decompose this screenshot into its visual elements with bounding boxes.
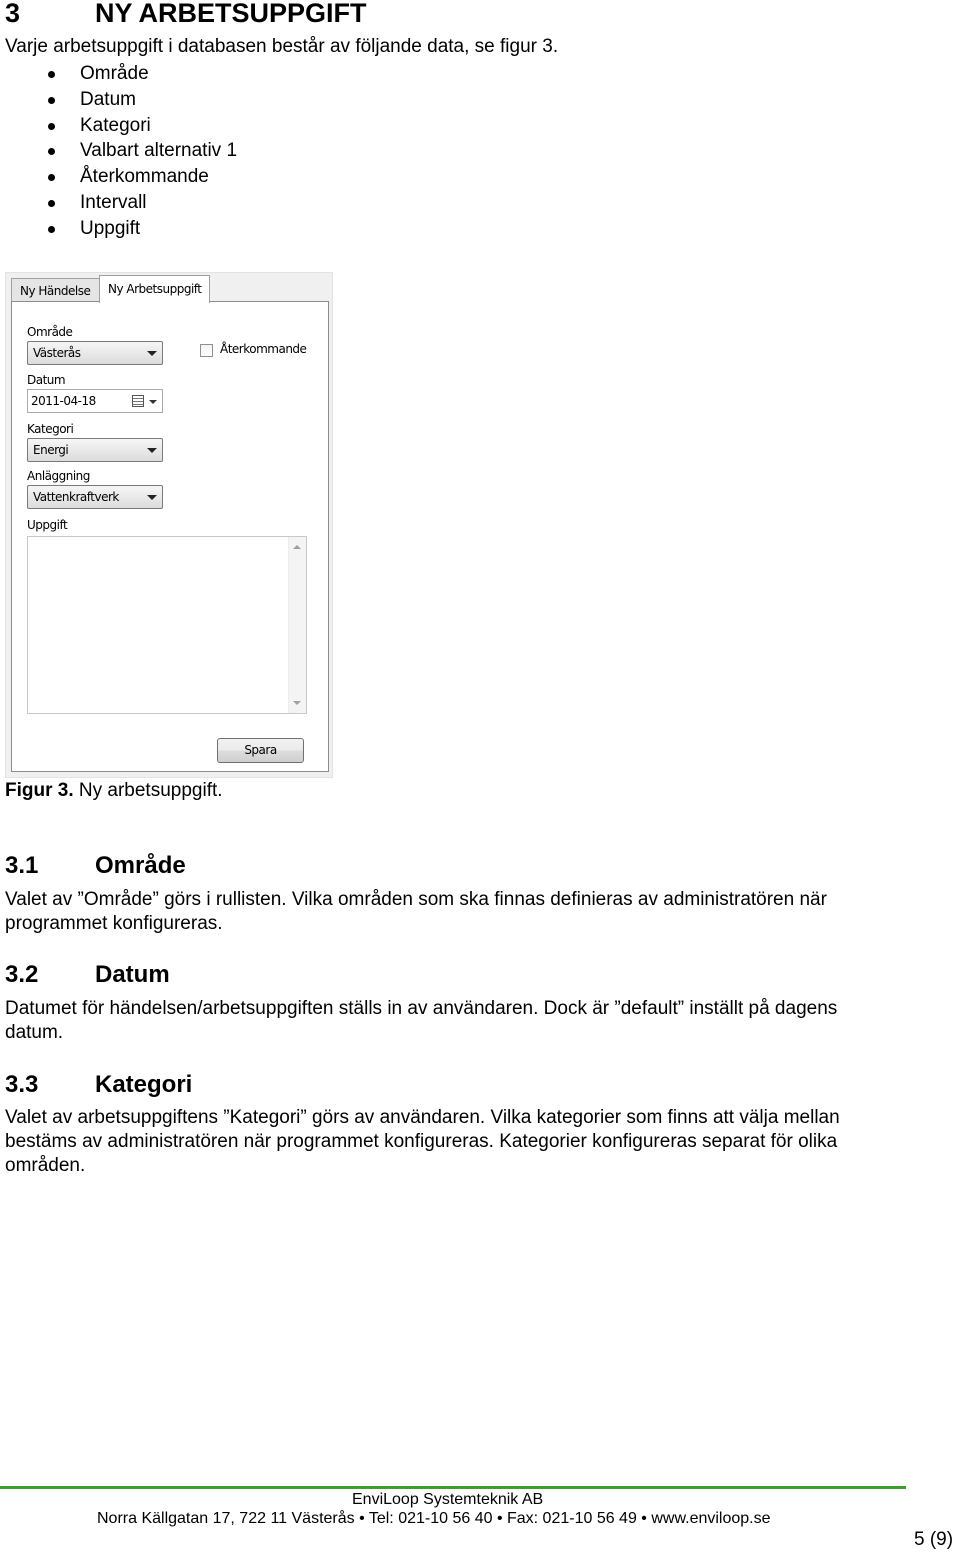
data-field-list — [5, 61, 505, 242]
paragraph-line: bestäms av administratören när programmet konfigureras. Kategorier konfigureras separat för olika — [5, 1131, 838, 1152]
omrade-label: Område — [27, 325, 73, 339]
chevron-down-icon — [147, 351, 157, 356]
page-heading — [5, 0, 605, 28]
anlaggning-dropdown[interactable] — [27, 485, 163, 509]
list-item: Område — [5, 61, 505, 87]
paragraph-line: Valet av arbetsuppgiftens ”Kategori” görs av användaren. Vilka kategorier som finns att välja mellan — [5, 1107, 840, 1128]
tab-ny-handelse[interactable] — [11, 278, 100, 302]
section-body-omrade — [5, 888, 955, 936]
aterkommande-label: Återkommande — [220, 342, 307, 356]
chevron-down-icon — [147, 448, 157, 453]
uppgift-label: Uppgift — [27, 518, 68, 532]
kategori-dropdown[interactable] — [27, 438, 163, 462]
section-heading-kategori — [5, 1071, 605, 1099]
anlaggning-label: Anläggning — [27, 469, 90, 483]
tab-ny-arbetsuppgift[interactable] — [99, 275, 210, 303]
scroll-down-icon[interactable] — [293, 701, 301, 705]
figure-caption — [5, 779, 605, 803]
datum-value: 2011-04-18 — [31, 394, 96, 408]
list-item: Uppgift — [5, 216, 505, 242]
section-title: Kategori — [95, 1071, 193, 1098]
section-number: 3.2 — [5, 961, 39, 988]
kategori-value: Energi — [33, 443, 69, 457]
paragraph-line: områden. — [5, 1155, 86, 1176]
tab-panel — [11, 301, 329, 772]
list-item: Kategori — [5, 113, 505, 139]
paragraph-line: Valet av ”Område” görs i rullisten. Vilka områden som ska finnas definieras av administratören när — [5, 889, 827, 910]
footer-address: Norra Källgatan 17, 722 11 Västerås • Tel: 021-10 56 40 • Fax: 021-10 56 49 • www.enviloop.se — [97, 1510, 771, 1527]
paragraph-line: programmet konfigureras. — [5, 913, 223, 934]
section-body-datum — [5, 997, 955, 1045]
aterkommande-checkbox[interactable] — [200, 344, 213, 357]
section-number: 3.3 — [5, 1071, 39, 1098]
section-body-kategori — [5, 1106, 955, 1178]
section-title: Datum — [95, 961, 170, 988]
heading-title: NY ARBETSUPPGIFT — [95, 0, 367, 28]
tab-label: Ny Händelse — [20, 284, 91, 298]
paragraph-line: Datumet för händelsen/arbetsuppgiften ställs in av användaren. Dock är ”default” inställt på dagens — [5, 998, 838, 1019]
heading-number: 3 — [5, 0, 21, 28]
caption-label: Figur 3. — [5, 780, 74, 801]
kategori-label: Kategori — [27, 422, 74, 436]
section-heading-datum — [5, 961, 605, 989]
tab-label: Ny Arbetsuppgift — [108, 282, 202, 296]
scroll-up-icon[interactable] — [293, 545, 301, 549]
omrade-value: Västerås — [33, 346, 81, 360]
intro-text: Varje arbetsuppgift i databasen består av följande data, se figur 3. — [5, 36, 559, 57]
section-heading-omrade — [5, 852, 605, 880]
calendar-icon[interactable] — [132, 395, 144, 407]
section-number: 3.1 — [5, 852, 39, 879]
paragraph-line: datum. — [5, 1022, 64, 1043]
chevron-down-icon — [149, 400, 157, 404]
datum-picker[interactable] — [27, 389, 163, 413]
omrade-dropdown[interactable] — [27, 341, 163, 365]
footer-company: EnviLoop Systemteknik AB — [352, 1491, 544, 1508]
list-item: Datum — [5, 87, 505, 113]
page-number: 5 (9) — [914, 1529, 954, 1550]
caption-text: Ny arbetsuppgift. — [73, 780, 223, 801]
section-title: Område — [95, 852, 186, 879]
datum-label: Datum — [27, 373, 66, 387]
list-item: Återkommande — [5, 164, 505, 190]
vertical-scrollbar[interactable] — [288, 537, 306, 713]
form-screenshot — [5, 272, 333, 778]
save-button[interactable]: Spara — [217, 738, 304, 763]
chevron-down-icon — [147, 495, 157, 500]
uppgift-textarea[interactable] — [27, 536, 307, 714]
list-item: Intervall — [5, 190, 505, 216]
anlaggning-value: Vattenkraftverk — [33, 490, 119, 504]
list-item: Valbart alternativ 1 — [5, 138, 505, 164]
footer-divider — [0, 1486, 906, 1489]
